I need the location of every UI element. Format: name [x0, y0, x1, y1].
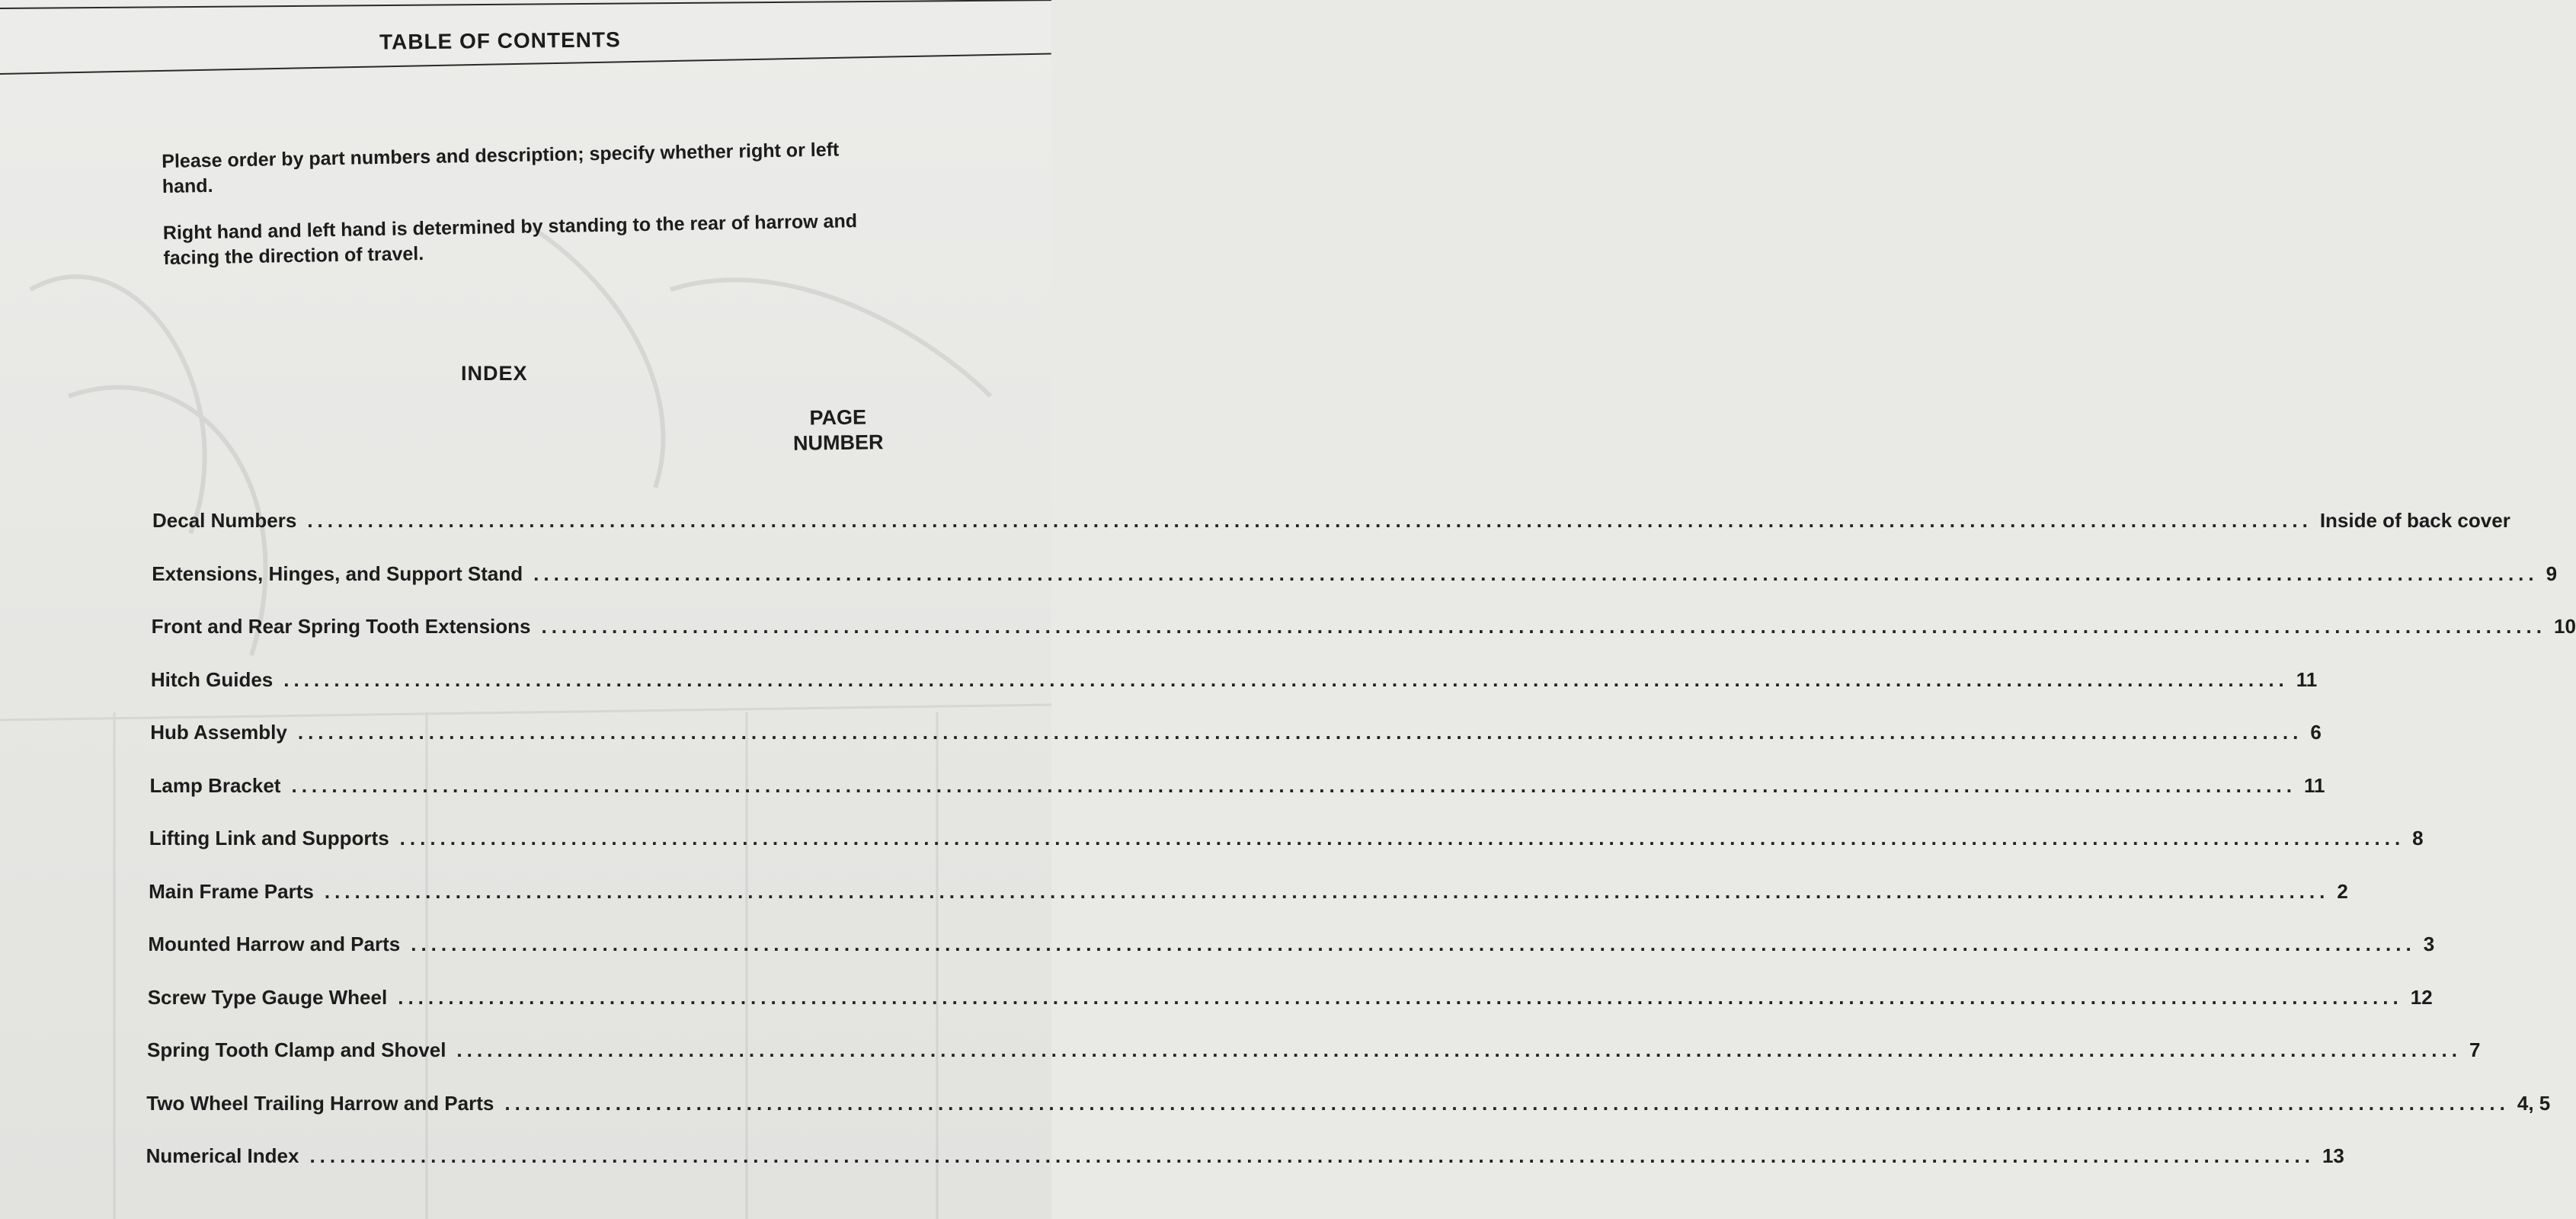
index-entry-label: Main Frame Parts — [149, 879, 314, 903]
index-entry-page: Inside of back cover — [2319, 509, 2510, 532]
dot-leader: ....................................................................................................................................................................................................... — [297, 721, 2303, 744]
dot-leader: ....................................................................................................................................................................................................... — [533, 562, 2539, 585]
index-entry — [152, 562, 2558, 616]
index-entry — [146, 1144, 2344, 1198]
dot-leader: ....................................................................................................................................................................................................... — [283, 667, 2289, 691]
index-entry-page: 8 — [2412, 827, 2424, 849]
index-entry — [148, 933, 2435, 986]
dot-leader: ....................................................................................................................................................................................................... — [456, 1038, 2462, 1061]
dot-leader: ....................................................................................................................................................................................................... — [398, 985, 2403, 1009]
index-entry-page: 2 — [2337, 879, 2348, 903]
ordering-instructions — [162, 136, 888, 293]
dot-leader: ....................................................................................................................................................................................................... — [504, 1091, 2510, 1115]
index-heading: INDEX — [461, 362, 528, 385]
index-entry-label: Two Wheel Trailing Harrow and Parts — [146, 1091, 494, 1115]
instruction-paragraph: Please order by part numbers and description; specify whether right or left hand. — [162, 139, 840, 197]
index-entry-label: Lifting Link and Supports — [149, 827, 389, 849]
index-entry-label: Numerical Index — [146, 1144, 299, 1167]
index-entry-page: 7 — [2469, 1038, 2481, 1061]
index-entry-label: Hub Assembly — [150, 721, 287, 744]
index-entry-page: 11 — [2303, 773, 2325, 797]
index-entry — [152, 509, 2510, 562]
index-entry — [149, 879, 2348, 933]
index-entry-label: Extensions, Hinges, and Support Stand — [152, 562, 523, 585]
index-entry-label: Mounted Harrow and Parts — [148, 933, 401, 955]
dot-leader: ....................................................................................................................................................................................................... — [541, 615, 2546, 638]
index-entry — [147, 985, 2433, 1039]
dot-leader: ....................................................................................................................................................................................................... — [411, 933, 2416, 955]
index-entry — [151, 615, 2576, 668]
page-number-heading-line: PAGE — [809, 405, 867, 430]
index-entry-page: 11 — [2296, 667, 2318, 691]
index-entry-page: 3 — [2423, 933, 2435, 955]
index-entry — [150, 721, 2322, 774]
index-entry-label: Front and Rear Spring Tooth Extensions — [151, 615, 531, 638]
page-number-heading — [777, 405, 900, 456]
index-entry — [149, 827, 2424, 880]
index-entry-page: 12 — [2410, 985, 2433, 1009]
index-entry — [146, 1091, 2551, 1145]
index-entry-page: 10 — [2553, 615, 2576, 638]
page-number-heading-line: NUMBER — [792, 430, 884, 455]
index-entry-label: Decal Numbers — [152, 509, 297, 532]
index-entry-page: 13 — [2322, 1144, 2344, 1167]
dot-leader: ....................................................................................................................................................................................................... — [309, 1144, 2315, 1167]
header-rule — [0, 53, 1051, 75]
dot-leader: ....................................................................................................................................................................................................... — [324, 879, 2330, 903]
index-list — [146, 509, 2576, 1198]
index-entry-label: Screw Type Gauge Wheel — [147, 985, 388, 1009]
dot-leader: ....................................................................................................................................................................................................... — [307, 509, 2312, 532]
top-rule — [0, 0, 1051, 9]
index-entry — [149, 773, 2325, 827]
page-title: TABLE OF CONTENTS — [379, 27, 621, 54]
index-entry-page: 9 — [2546, 562, 2558, 585]
index-entry-label: Hitch Guides — [150, 667, 274, 691]
dot-leader: ....................................................................................................................................................................................................... — [399, 827, 2405, 849]
index-entry — [150, 667, 2318, 721]
dot-leader: ....................................................................................................................................................................................................... — [291, 773, 2296, 797]
instruction-paragraph: Right hand and left hand is determined by standing to the rear of harrow and facing the direction of travel. — [162, 210, 858, 269]
index-entry — [147, 1038, 2481, 1092]
index-entry-label: Lamp Bracket — [149, 773, 281, 797]
index-entry-label: Spring Tooth Clamp and Shovel — [147, 1038, 446, 1061]
index-entry-page: 6 — [2310, 721, 2322, 744]
index-entry-page: 4, 5 — [2517, 1091, 2551, 1115]
